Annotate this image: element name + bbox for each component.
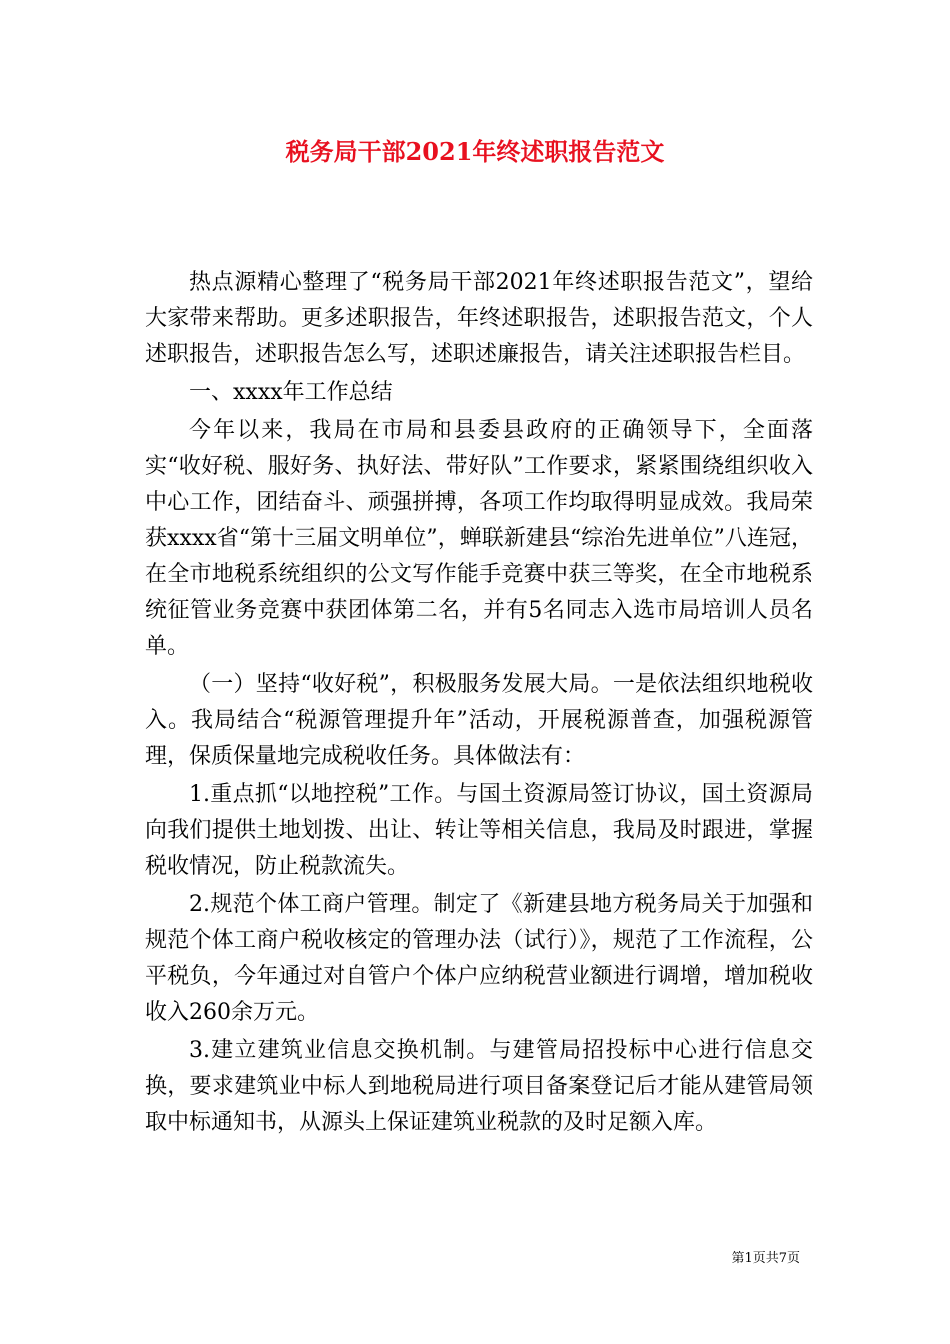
document-title: 税务局干部2021年终述职报告范文	[285, 137, 665, 166]
section-heading: 一、xxxx年工作总结	[189, 380, 393, 405]
paragraph-summary: 今年以来，我局在市局和县委县政府的正确领导下，全面落实“收好税、服好务、执好法、带好队”工作要求，紧紧围绕组织收入中心工作，团结奋斗、顽强拼搏，各项工作均取得明显成效。我局荣获xxxx省“第十三届文明单位”，蝉联新建县“综治先进单位”八连冠，在全市地税系统组织的公文写作能手竞赛中获三等奖，在全市地税系统征管业务竞赛中获团体第二名，并有5名同志入选市局培训人员名单。	[145, 418, 813, 659]
paragraph-item-3: 3.建立建筑业信息交换机制。与建管局招投标中心进行信息交换，要求建筑业中标人到地税局进行项目备案登记后才能从建管局领取中标通知书，从源头上保证建筑业税款的及时足额入库。	[145, 1038, 813, 1135]
paragraph-intro: 热点源精心整理了“税务局干部2021年终述职报告范文”，望给大家带来帮助。更多述职报告，年终述职报告，述职报告范文，个人述职报告，述职报告怎么写，述职述廉报告，请关注述职报告栏目。	[145, 270, 813, 367]
paragraph-item-1: 1.重点抓“以地控税”工作。与国土资源局签订协议，国土资源局向我们提供土地划拨、出让、转让等相关信息，我局及时跟进，掌握税收情况，防止税款流失。	[145, 782, 813, 879]
page-number: 第1页共7页	[731, 1251, 800, 1266]
paragraph-item-2: 2.规范个体工商户管理。制定了《新建县地方税务局关于加强和规范个体工商户税收核定的管理办法（试行）》，规范了工作流程，公平税负，今年通过对自管户个体户应纳税营业额进行调增，增加税收收入260余万元。	[145, 892, 813, 1025]
paragraph-point-one: （一）坚持“收好税”，积极服务发展大局。一是依法组织地税收入。我局结合“税源管理提升年”活动，开展税源普查，加强税源管理，保质保量地完成税收任务。具体做法有：	[145, 672, 813, 769]
document-body	[145, 265, 813, 1143]
